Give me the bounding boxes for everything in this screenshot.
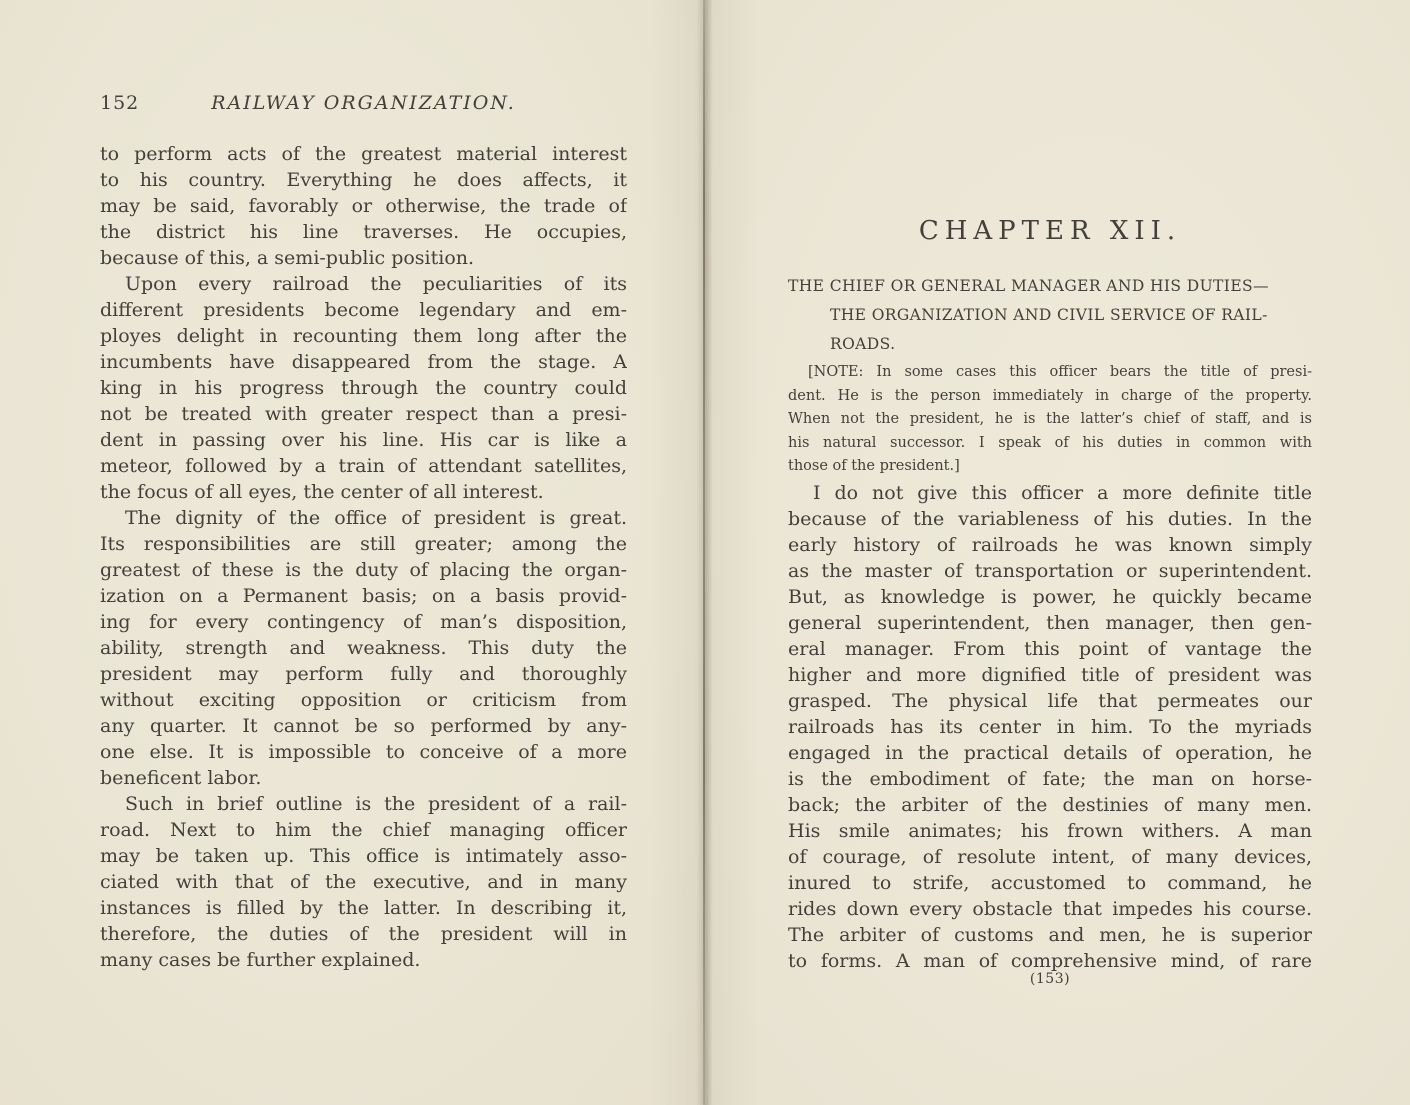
text-line: not be treated with greater respect than a presi- <box>100 403 627 425</box>
text-line: may be said, favorably or otherwise, the trade of <box>100 195 627 217</box>
text-line: to perform acts of the greatest material interest <box>100 143 627 165</box>
text-line: may be taken up. This office is intimately asso- <box>100 845 627 867</box>
paragraph <box>100 505 627 791</box>
text-line: those of the president.] <box>788 458 960 474</box>
text-line: different presidents become legendary and em- <box>100 299 627 321</box>
text-line: back; the arbiter of the destinies of many men. <box>788 794 1312 816</box>
right-page-number: (153) <box>1029 971 1071 987</box>
text-line: of courage, of resolute intent, of many devices, <box>788 846 1312 868</box>
paragraph <box>100 791 627 973</box>
text-line: I do not give this officer a more definite title <box>813 482 1312 504</box>
text-line: because of the variableness of his duties. In the <box>788 508 1312 530</box>
text-line: grasped. The physical life that permeates our <box>788 690 1312 712</box>
text-line: rides down every obstacle that impedes his course. <box>788 898 1312 920</box>
text-line: the focus of all eyes, the center of all interest. <box>100 481 544 503</box>
text-line: any quarter. It cannot be so performed by any- <box>100 715 627 737</box>
text-line: general superintendent, then manager, then gen- <box>788 612 1312 634</box>
text-line: His smile animates; his frown withers. A man <box>788 820 1312 842</box>
left-page-number: 152 <box>100 92 140 114</box>
text-line: to his country. Everything he does affects, it <box>100 169 627 191</box>
text-line: ciated with that of the executive, and in many <box>100 871 627 893</box>
text-line: president may perform fully and thoroughly <box>100 663 627 685</box>
text-line: But, as knowledge is power, he quickly became <box>788 586 1312 608</box>
text-line: is the embodiment of fate; the man on horse- <box>788 768 1312 790</box>
left-page-body <box>100 141 627 973</box>
text-line: ing for every contingency of man’s disposition, <box>100 611 627 633</box>
left-page-header <box>100 92 627 116</box>
text-line: Upon every railroad the peculiarities of its <box>125 273 627 295</box>
text-line: engaged in the practical details of operation, he <box>788 742 1312 764</box>
text-line: eral manager. From this point of vantage the <box>788 638 1312 660</box>
text-line: instances is filled by the latter. In describing it, <box>100 897 627 919</box>
text-line: king in his progress through the country could <box>100 377 627 399</box>
text-line: Such in brief outline is the president of a rail- <box>125 793 627 815</box>
chapter-subtitle <box>788 272 1328 359</box>
running-title: RAILWAY ORGANIZATION. <box>211 92 516 114</box>
text-line: greatest of these is the duty of placing the organ- <box>100 559 627 581</box>
text-line: as the master of transportation or superintendent. <box>788 560 1312 582</box>
text-line: one else. It is impossible to conceive of a more <box>100 741 627 763</box>
subtitle-line: ROADS. <box>830 335 896 353</box>
text-line: early history of railroads he was known simply <box>788 534 1312 556</box>
text-line: therefore, the duties of the president will in <box>100 923 627 945</box>
paragraph <box>788 480 1312 974</box>
chapter-heading: CHAPTER XII. <box>918 216 1182 246</box>
text-line: [NOTE: In some cases this officer bears the title of presi- <box>808 364 1312 380</box>
text-line: The arbiter of customs and men, he is superior <box>788 924 1312 946</box>
text-line: to forms. A man of comprehensive mind, of rare <box>788 950 1312 972</box>
text-line: When not the president, he is the latter’s chief of staff, and is <box>788 411 1312 427</box>
subtitle-line: THE ORGANIZATION AND CIVIL SERVICE OF RAIL- <box>830 306 1268 324</box>
paragraph <box>788 361 1312 479</box>
right-page-body <box>788 480 1312 974</box>
text-line: inured to strife, accustomed to command, he <box>788 872 1312 894</box>
text-line: higher and more dignified title of president was <box>788 664 1312 686</box>
text-line: Its responsibilities are still greater; among the <box>100 533 627 555</box>
text-line: railroads has its center in him. To the myriads <box>788 716 1312 738</box>
text-line: his natural successor. I speak of his duties in common with <box>788 434 1312 451</box>
text-line: dent. He is the person immediately in charge of the property. <box>788 387 1312 404</box>
text-line: ization on a Permanent basis; on a basis provid- <box>100 585 627 607</box>
text-line: many cases be further explained. <box>100 949 421 971</box>
text-line: incumbents have disappeared from the stage. A <box>100 351 627 373</box>
right-page <box>705 0 1410 1105</box>
paragraph <box>100 271 627 505</box>
text-line: because of this, a semi-public position. <box>100 247 475 269</box>
chapter-note <box>788 361 1312 479</box>
text-line: ability, strength and weakness. This duty the <box>100 637 627 659</box>
text-line: meteor, followed by a train of attendant satellites, <box>100 455 627 477</box>
text-line: ployes delight in recounting them long after the <box>100 325 627 347</box>
subtitle-line: THE CHIEF OR GENERAL MANAGER AND HIS DUTIES— <box>788 277 1269 295</box>
text-line: dent in passing over his line. His car is like a <box>100 429 627 451</box>
text-line: road. Next to him the chief managing officer <box>100 819 627 841</box>
text-line: without exciting opposition or criticism from <box>100 689 627 711</box>
text-line: The dignity of the office of president is great. <box>125 507 627 529</box>
text-line: the district his line traverses. He occupies, <box>100 221 627 243</box>
paragraph <box>100 141 627 271</box>
text-line: beneficent labor. <box>100 767 262 789</box>
